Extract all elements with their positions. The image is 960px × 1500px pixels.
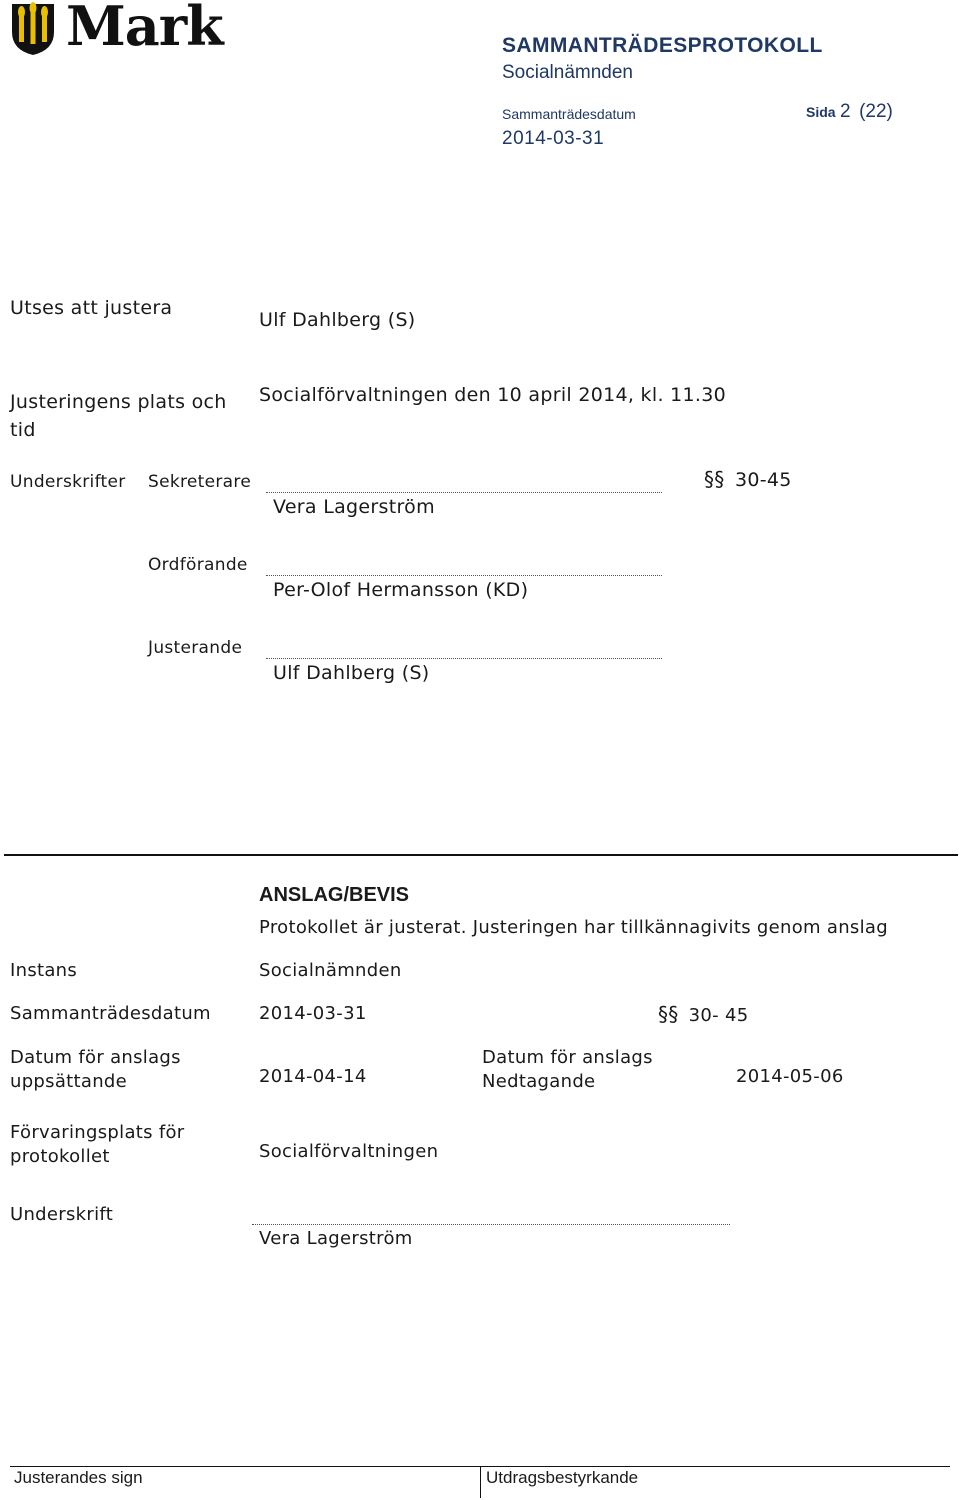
meeting-date: 2014-03-31 xyxy=(502,128,605,149)
instans-value: Socialnämnden xyxy=(259,960,402,981)
anslag-paragraph-symbol-icon: §§ xyxy=(658,1002,679,1026)
signature-name-secretary: Vera Lagerström xyxy=(273,496,435,518)
utses-value: Ulf Dahlberg (S) xyxy=(259,309,416,331)
page-number: 2 xyxy=(840,101,851,122)
nedtagande-label-line2: Nedtagande xyxy=(482,1071,596,1092)
coat-of-arms-icon xyxy=(10,2,56,56)
uppsattande-label xyxy=(10,1046,181,1094)
logo-wordmark: Mark xyxy=(66,0,223,58)
signature-role-adjuster: Justerande xyxy=(148,638,243,658)
section-divider xyxy=(4,854,958,856)
utses-label: Utses att justera xyxy=(10,297,173,319)
page-total: (22) xyxy=(859,101,893,122)
forvaring-label-line1: Förvaringsplats för xyxy=(10,1122,185,1143)
meeting-date-label: Sammanträdesdatum xyxy=(502,106,636,122)
anslag-paragraph-range xyxy=(658,1002,748,1026)
anslag-datum-value: 2014-03-31 xyxy=(259,1003,367,1024)
uppsattande-value: 2014-04-14 xyxy=(259,1066,367,1087)
uppsattande-label-line1: Datum för anslags xyxy=(10,1047,181,1068)
underskrift-label: Underskrift xyxy=(10,1204,114,1225)
anslag-statement: Protokollet är justerat. Justeringen har tillkännagivits genom anslag xyxy=(259,917,888,938)
plats-value: Socialförvaltningen den 10 april 2014, kl. 11.30 xyxy=(259,384,727,406)
footer-utdragsbestyrkande: Utdragsbestyrkande xyxy=(486,1468,639,1487)
nedtagande-value: 2014-05-06 xyxy=(736,1066,844,1087)
nedtagande-label-line1: Datum för anslags xyxy=(482,1047,653,1068)
underskrifter-label: Underskrifter xyxy=(10,472,126,492)
underskrift-line xyxy=(252,1224,730,1225)
plats-label: Justeringens plats och tid xyxy=(10,391,227,441)
committee-name: Socialnämnden xyxy=(502,62,633,83)
forvaring-label-line2: protokollet xyxy=(10,1146,110,1167)
paragraph-range xyxy=(704,467,792,491)
footer-separator xyxy=(480,1466,481,1498)
document-title: SAMMANTRÄDESPROTOKOLL xyxy=(502,34,823,57)
anslag-heading: ANSLAG/BEVIS xyxy=(259,884,410,906)
signature-line-adjuster xyxy=(266,658,662,659)
forvaring-label xyxy=(10,1121,185,1169)
signature-name-chair: Per-Olof Hermansson (KD) xyxy=(273,579,529,601)
nedtagande-label xyxy=(482,1046,653,1094)
uppsattande-label-line2: uppsättande xyxy=(10,1071,128,1092)
instans-label: Instans xyxy=(10,960,78,981)
page-indicator xyxy=(806,101,893,123)
signature-role-chair: Ordförande xyxy=(148,555,248,575)
anslag-paragraph-range-value: 30- 45 xyxy=(688,1005,749,1026)
signature-role-secretary: Sekreterare xyxy=(148,472,252,492)
footer-justerandes-sign: Justerandes sign xyxy=(14,1468,143,1487)
paragraph-symbol-icon: §§ xyxy=(704,467,725,491)
signature-line-chair xyxy=(266,575,662,576)
municipality-logo xyxy=(10,2,238,56)
forvaring-value: Socialförvaltningen xyxy=(259,1141,439,1162)
signature-name-adjuster: Ulf Dahlberg (S) xyxy=(273,662,430,684)
anslag-datum-label: Sammanträdesdatum xyxy=(10,1003,211,1024)
signature-line-secretary xyxy=(266,492,662,493)
page-label: Sida xyxy=(806,104,836,120)
paragraph-range-value: 30-45 xyxy=(734,469,792,491)
underskrift-name: Vera Lagerström xyxy=(259,1228,413,1249)
